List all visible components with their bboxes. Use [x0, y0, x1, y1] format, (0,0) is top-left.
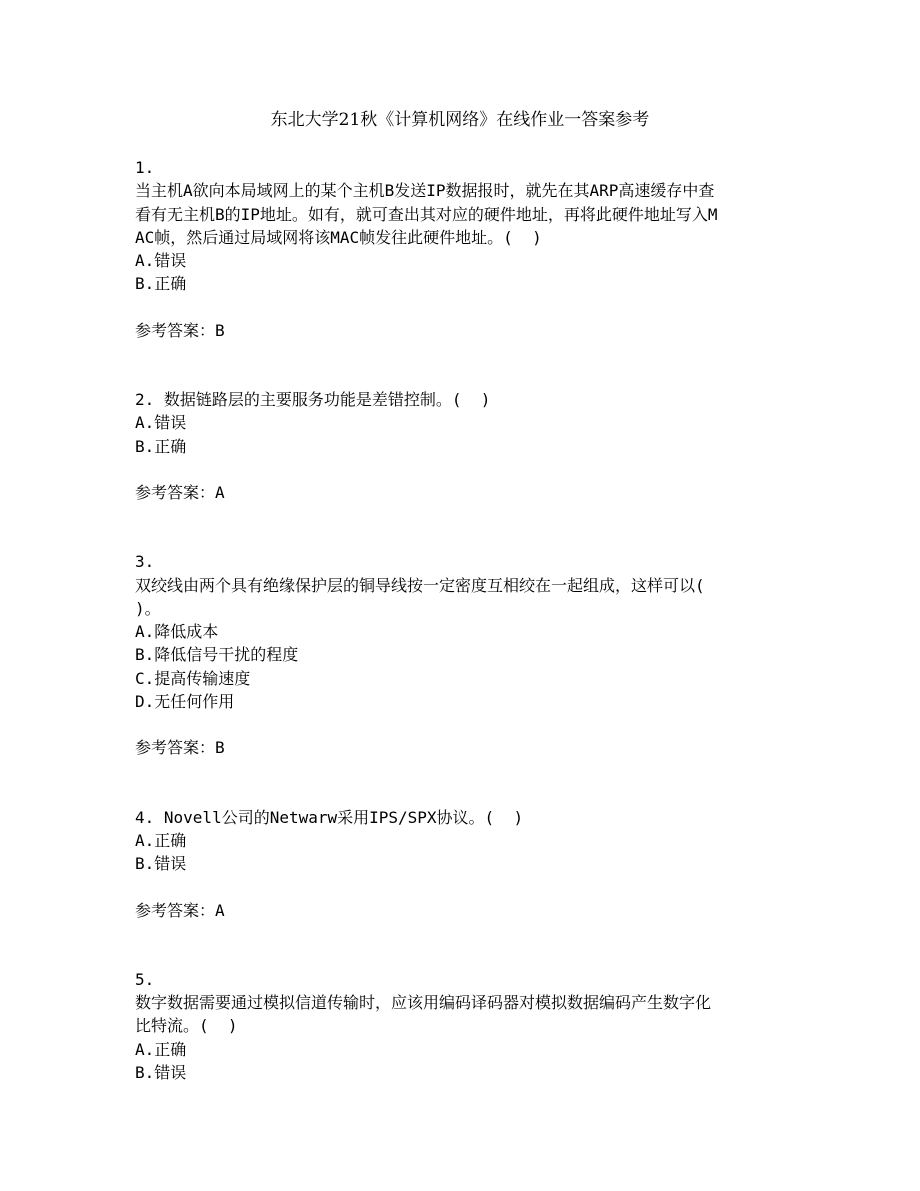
reference-answer: 参考答案：B: [135, 320, 225, 340]
question-text: 看有无主机B的IP地址。如有，就可查出其对应的硬件地址，再将此硬件地址写入M: [135, 204, 718, 224]
question-number: 3.: [135, 552, 155, 572]
question-list: [135, 156, 785, 1084]
question-number: 5.: [135, 969, 155, 989]
option-a: A.错误: [135, 251, 187, 271]
question-5: [135, 968, 785, 1084]
question-text: 2. 数据链路层的主要服务功能是差错控制。( ): [135, 390, 491, 410]
reference-answer: 参考答案：A: [135, 482, 225, 502]
option-b: B.正确: [135, 436, 187, 456]
spacer: [135, 760, 785, 806]
option-b: B.正确: [135, 274, 187, 294]
reference-answer: 参考答案：B: [135, 738, 225, 758]
document-title: 东北大学21秋《计算机网络》在线作业一答案参考: [270, 110, 650, 130]
question-text: 比特流。( ): [135, 1016, 238, 1036]
spacer: [135, 342, 785, 388]
option-b: B.降低信号干扰的程度: [135, 645, 299, 665]
question-1: [135, 156, 785, 342]
question-text: AC帧，然后通过局域网将该MAC帧发往此硬件地址。( ): [135, 227, 542, 247]
spacer: [135, 922, 785, 968]
question-3: [135, 550, 785, 759]
option-b: B.错误: [135, 854, 187, 874]
spacer: [135, 504, 785, 550]
option-c: C.提高传输速度: [135, 668, 251, 688]
question-text: 4. Novell公司的Netwarw采用IPS/SPX协议。( ): [135, 807, 524, 827]
option-a: A.降低成本: [135, 622, 219, 642]
option-a: A.正确: [135, 1039, 187, 1059]
question-4: [135, 806, 785, 922]
option-d: D.无任何作用: [135, 692, 235, 712]
option-b: B.错误: [135, 1063, 187, 1083]
question-text: 数字数据需要通过模拟信道传输时，应该用编码译码器对模拟数据编码产生数字化: [135, 993, 712, 1013]
question-text: 当主机A欲向本局域网上的某个主机B发送IP数据报时，就先在其ARP高速缓存中查: [135, 181, 715, 201]
question-2: [135, 388, 785, 504]
option-a: A.错误: [135, 413, 187, 433]
question-text: )。: [135, 598, 161, 618]
question-number: 1.: [135, 158, 155, 177]
question-text: 双绞线由两个具有绝缘保护层的铜导线按一定密度互相绞在一起组成，这样可以(: [135, 575, 705, 595]
option-a: A.正确: [135, 830, 187, 850]
reference-answer: 参考答案：A: [135, 900, 225, 920]
